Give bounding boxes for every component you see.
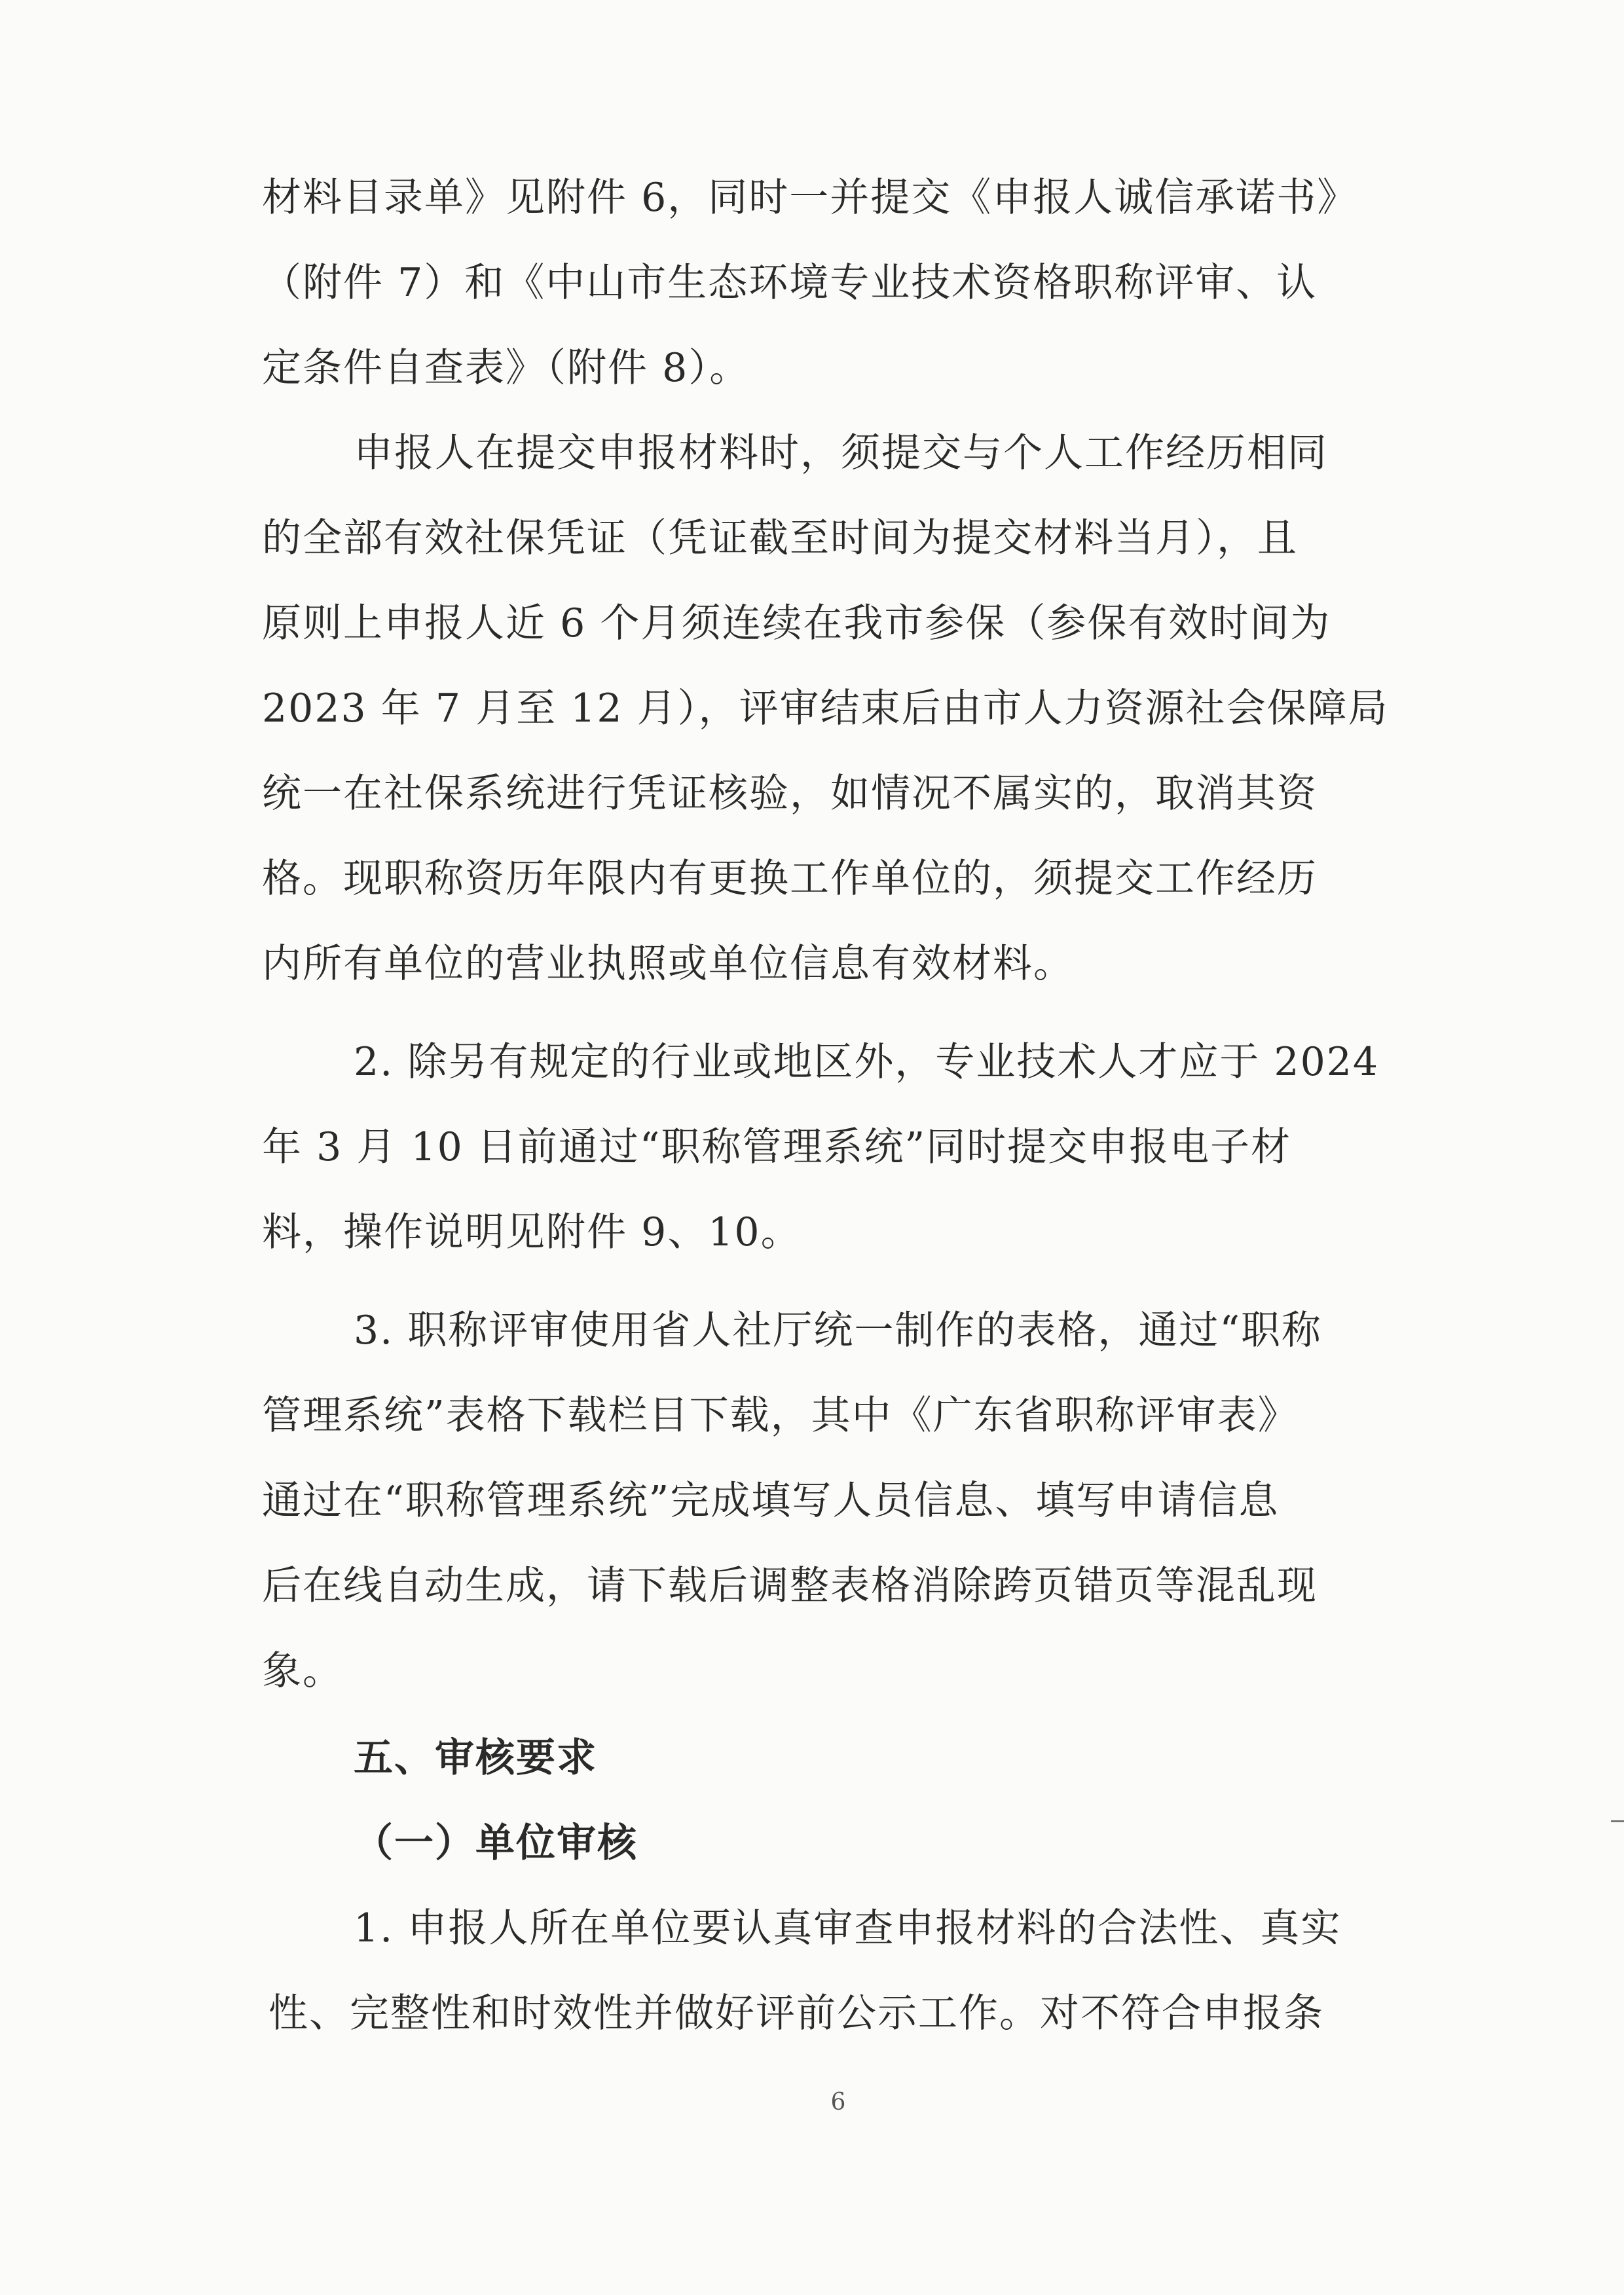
text-line: 年 3 月 10 日前通过“职称管理系统”同时提交申报电子材 bbox=[262, 1124, 1292, 1170]
text-line: 统一在社保系统进行凭证核验，如情况不属实的，取消其资 bbox=[262, 771, 1318, 817]
page-number: 6 bbox=[830, 2089, 846, 2116]
text-line: 申报人在提交申报材料时，须提交与个人工作经历相同 bbox=[354, 430, 1328, 476]
text-line: 性、完整性和时效性并做好评前公示工作。对不符合申报条 bbox=[268, 1991, 1324, 2036]
text-line: 2. 除另有规定的行业或地区外，专业技术人才应于 2024 bbox=[354, 1039, 1380, 1085]
text-line: 格。现职称资历年限内有更换工作单位的，须提交工作经历 bbox=[262, 856, 1318, 902]
text-line: 通过在“职称管理系统”完成填写人员信息、填写申请信息 bbox=[262, 1478, 1280, 1524]
text-line: 材料目录单》见附件 6，同时一并提交《申报人诚信承诺书》 bbox=[262, 175, 1358, 221]
scan-edge-mark bbox=[1611, 1820, 1624, 1822]
text-line: 内所有单位的营业执照或单位信息有效材料。 bbox=[262, 941, 1074, 987]
text-line: 料，操作说明见附件 9、10。 bbox=[262, 1209, 802, 1255]
text-line: 3. 职称评审使用省人社厅统一制作的表格，通过“职称 bbox=[354, 1308, 1322, 1353]
text-line: 后在线自动生成，请下载后调整表格消除跨页错页等混乱现 bbox=[262, 1563, 1318, 1609]
text-line: 原则上申报人近 6 个月须连续在我市参保（参保有效时间为 bbox=[262, 600, 1331, 646]
text-line: 象。 bbox=[262, 1648, 343, 1694]
text-line: 1. 申报人所在单位要认真审查申报材料的合法性、真实 bbox=[354, 1905, 1342, 1951]
text-line: 定条件自查表》（附件 8）。 bbox=[262, 345, 750, 391]
text-line: （附件 7）和《中山市生态环境专业技术资格职称评审、认 bbox=[262, 260, 1318, 306]
section-heading: 五、审核要求 bbox=[354, 1735, 597, 1781]
subsection-heading: （一）单位审核 bbox=[354, 1820, 638, 1866]
text-line: 的全部有效社保凭证（凭证截至时间为提交材料当月），且 bbox=[262, 515, 1298, 561]
text-line: 管理系统”表格下载栏目下载，其中《广东省职称评审表》 bbox=[262, 1393, 1299, 1439]
text-line: 2023 年 7 月至 12 月），评审结束后由市人力资源社会保障局 bbox=[262, 686, 1389, 731]
